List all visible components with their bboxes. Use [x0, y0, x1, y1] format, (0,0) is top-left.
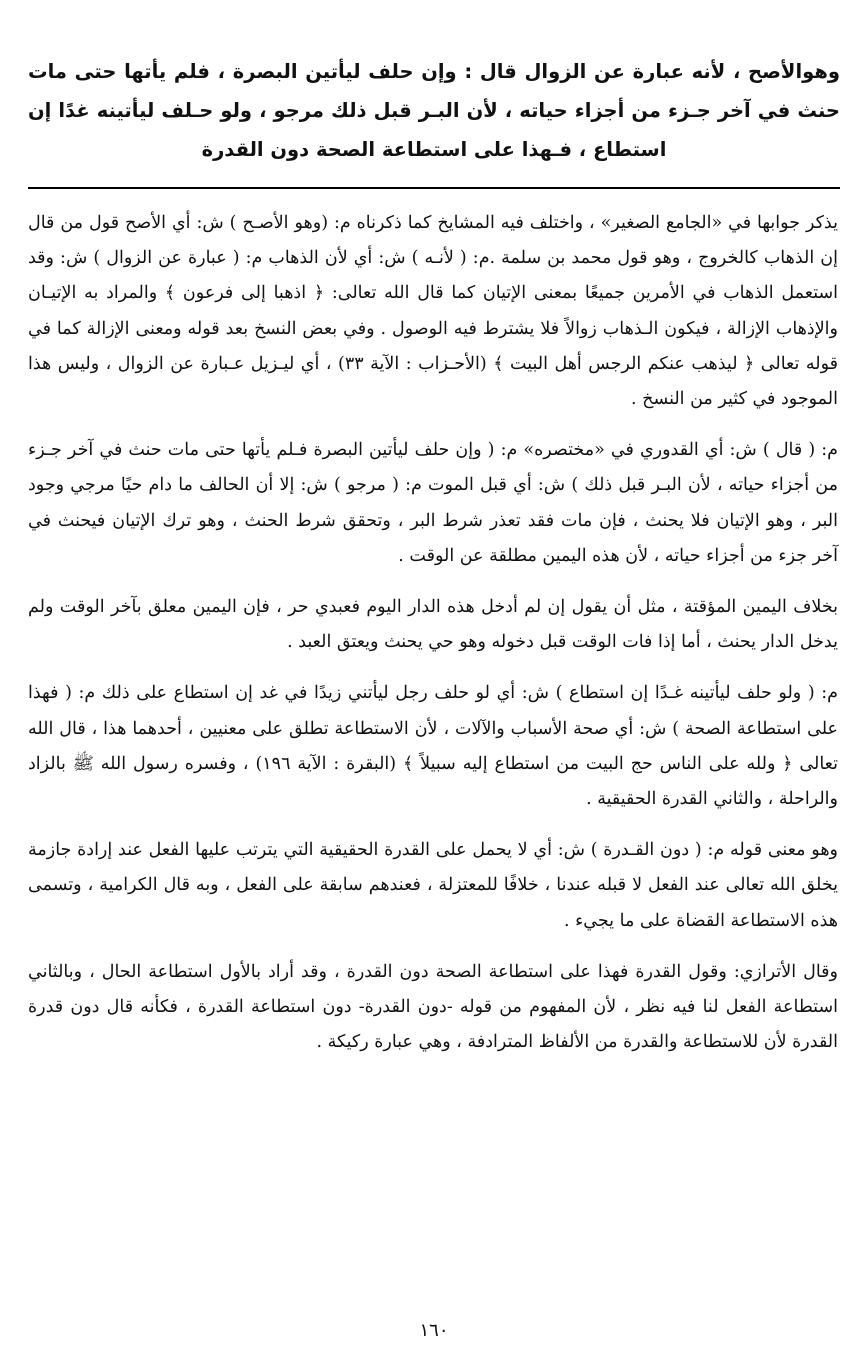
- commentary-paragraph: يذكر جوابها في «الجامع الصغير» ، واختلف فيه المشايخ كما ذكرناه م: (وهو الأصـح ) ش: أي الأصح قول من قال إن الذهاب كالخروج ، وهو قول محمد بن سلمة .م: ( لأنـه ) ش: أي لأن الذهاب م: ( عبارة عن الزوال ) ش: وقد استعمل الذهاب في الأمرين جميعًا بمعنى الإتيان كما قال الله تعالى: ﴿ اذهبا إلى فرعون ﴾ والمراد به الإتيـان والإذهاب الإزالة ، فيكون الـذهاب زوالاً فلا يشترط فيه الوصول . وفي بعض النسخ بعد قوله ومعنى الإزالة كما في قوله تعالى ﴿ ليذهب عنكم الرجس أهل البيت ﴾ (الأحـزاب : الآية ٣٣) ، أي ليـزيل عـبارة عن الزوال ، وليس هذا الموجود في كثير من النسخ .: [28, 213, 838, 410]
- commentary-paragraph: وهو معنى قوله م: ( دون القـدرة ) ش: أي لا يحمل على القدرة الحقيقية التي يترتب عليها الفعل عند إرادة جازمة يخلق الله تعالى عند الفعل لا قبله عندنا ، خلافًا للمعتزلة ، فعندهم سابقة على الفعل ، وبه قال الكرامية ، وتسمى هذه الاستطاعة القضاة على ما يجيء .: [28, 840, 838, 931]
- commentary-paragraph: م: ( قال ) ش: أي القدوري في «مختصره» م: ( وإن حلف ليأتين البصرة فـلم يأتها حتى مات حنث في آخر جـزء من أجزاء حياته ، لأن البـر قبل ذلك ) ش: أي قبل الموت م: ( مرجو ) ش: إلا أن الحالف ما دام حيًا مرجي وجود البر ، وهو الإتيان فلا يحنث ، فإن مات فقد تعذر شرط البر ، وتحقق شرط الحنث ، وهو ترك الإتيان فيحنث في آخر جزء من أجزاء حياته ، لأن هذه اليمين مطلقة عن الوقت .: [28, 440, 838, 566]
- commentary-paragraph: وقال الأترازي: وقول القدرة فهذا على استطاعة الصحة دون القدرة ، وقد أراد بالأول استطاعة الحال ، وبالثاني استطاعة الفعل لنا فيه نظر ، لأن المفهوم من قوله -دون القدرة- دون استطاعة القدرة ، فكأنه قال دون قدرة القدرة لأن للاستطاعة والقدرة من الألفاظ المترادفة ، وهي عبارة ركيكة .: [28, 961, 838, 1053]
- page-number: ١٦٠: [419, 1320, 449, 1341]
- commentary-paragraph: بخلاف اليمين المؤقتة ، مثل أن يقول إن لم أدخل هذه الدار اليوم فعبدي حر ، فإن اليمين معلق بآخر الوقت ولم يدخل الدار يحنث ، أما إذا فات الوقت قبل دخوله وهو حي يحنث ويعتق العبد .: [28, 597, 838, 653]
- commentary-paragraph: م: ( ولو حلف ليأتينه غـدًا إن استطاع ) ش: أي لو حلف رجل ليأتني زيدًا في غد إن استطاع على ذلك م: ( فهذا على استطاعة الصحة ) ش: أي صحة الأسباب والآلات ، لأن الاستطاعة تطلق على معنيين ، أحدهما هذا ، قال الله تعالى ﴿ ولله على الناس حج البيت من استطاع إليه سبيلاً ﴾ (البقرة : الآية ١٩٦) ، وفسره رسول الله ﷺ بالزاد والراحلة ، والثاني القدرة الحقيقية .: [28, 683, 838, 810]
- main-text-matn: وهوالأصح ، لأنه عبارة عن الزوال قال : وإن حلف ليأتين البصرة ، فلم يأتها حتى مات حنث في آخر جـزء من أجزاء حياته ، لأن البـر قبل ذلك مرجو ، ولو حـلف ليأتينه غدًا إن استطاع ، فـهذا على استطاعة الصحة دون القدرة: [28, 60, 840, 161]
- commentary-sharh: [28, 206, 838, 1076]
- section-divider: [28, 187, 840, 189]
